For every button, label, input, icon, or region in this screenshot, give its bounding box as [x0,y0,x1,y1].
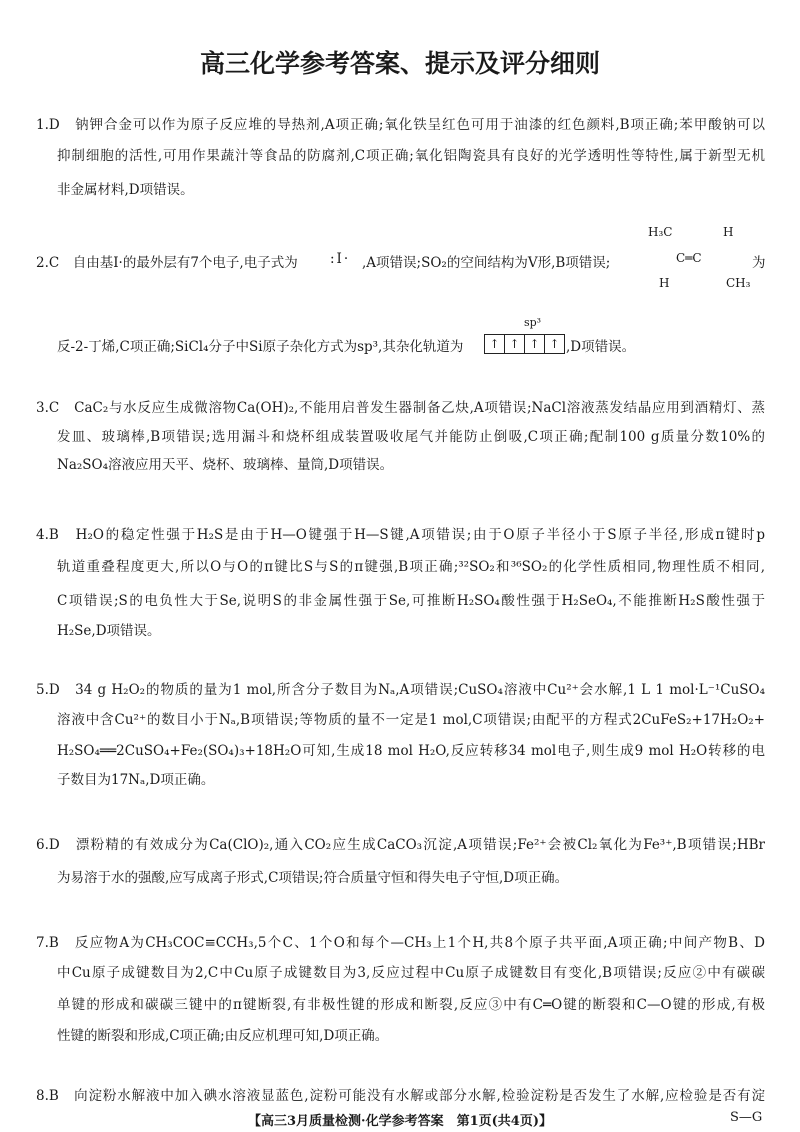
q7-line: 7.B 反应物A为CH₃COC≡CCH₃,5个C、1个O和每个—CH₃上1个H,共8个原子共平面,A项正确;中间产物B、D [36,935,765,951]
structure-label: H₃C [648,225,673,239]
structure-label: CH₃ [726,276,751,290]
sp3-label: sp³ [524,316,542,329]
up-arrow-icon: ↑ [504,335,524,353]
q1-line: 抑制细胞的活性,可用作果蔬汁等食品的防腐剂,C项正确;氧化铝陶瓷具有良好的光学透明性等特性,属于新型无机 [57,148,765,164]
up-arrow-icon: ↑ [544,335,564,353]
structure-label: H [723,225,734,239]
orbital-diagram [484,334,565,354]
q5-line: H₂SO₄══2CuSO₄+Fe₂(SO₄)₃+18H₂O可知,生成18 mol H₂O,反应转移34 mol电子,则生成9 mol H₂O转移的电 [57,743,765,759]
q7-line: 单键的形成和碳碳三键中的π键断裂,有非极性键的形成和断裂,反应③中有C═O键的断裂和C—O键的形成,有极 [57,997,765,1013]
q7-line: 中Cu原子成键数目为2,C中Cu原子成键数目为3,反应过程中Cu原子成键数目有变化,B项错误;反应②中有碳碳 [57,965,765,981]
q2-text: 2.C 自由基I·的最外层有7个电子,电子式为 [36,255,298,271]
q2-text: 反-2-丁烯,C项正确;SiCl₄分子中Si原子杂化方式为sp³,其杂化轨道为 [57,339,464,355]
electron-formula: :I· [330,251,351,267]
q1-line: 非金属材料,D项错误。 [57,182,194,198]
q3-line: 3.C CaC₂与水反应生成微溶物Ca(OH)₂,不能用启普发生器制备乙炔,A项错误;NaCl溶液蒸发结晶应用到酒精灯、蒸 [36,400,765,416]
q7-line: 性键的断裂和形成,C项正确;由反应机理可知,D项正确。 [57,1028,389,1044]
q4-line: C项错误;S的电负性大于Se,说明S的非金属性强于Se,可推断H₂SO₄酸性强于H₂SeO₄,不能推断H₂S酸性强于 [57,593,765,609]
page-footer: 【高三3月质量检测·化学参考答案 第1页(共4页)】 [248,1114,552,1129]
q4-line: 4.B H₂O的稳定性强于H₂S是由于H—O键强于H—S键,A项错误;由于O原子半径小于S原子半径,形成π键时p [36,527,765,543]
q4-line: 轨道重叠程度更大,所以O与O的π键比S与S的π键强,B项正确;³²SO₂和³⁶SO₂的化学性质相同,物理性质不相同, [57,559,765,575]
page-title: 高三化学参考答案、提示及评分细则 [199,49,600,78]
q5-line: 5.D 34 g H₂O₂的物质的量为1 mol,所含分子数目为Nₐ,A项错误;CuSO₄溶液中Cu²⁺会水解,1 L 1 mol·L⁻¹CuSO₄ [36,682,765,698]
q4-line: H₂Se,D项错误。 [57,623,161,639]
q3-line: 发皿、玻璃棒,B项错误;选用漏斗和烧杯组成装置吸收尾气并能防止倒吸,C项正确;配制100 g质量分数10%的 [57,429,765,445]
q5-line: 子数目为17Nₐ,D项正确。 [57,772,215,788]
footer-code: S—G [730,1110,763,1125]
structure-bond: C═C [676,251,702,265]
q2-text: ,A项错误;SO₂的空间结构为V形,B项错误; [362,255,611,271]
q5-line: 溶液中含Cu²⁺的数目小于Nₐ,B项错误;等物质的量不一定是1 mol,C项错误;由配平的方程式2CuFeS₂+17H₂O₂+ [57,712,765,728]
q6-line: 6.D 漂粉精的有效成分为Ca(ClO)₂,通入CO₂应生成CaCO₃沉淀,A项错误;Fe²⁺会被Cl₂氧化为Fe³⁺,B项错误;HBr [36,837,765,853]
q2-text: 为 [752,255,766,271]
q3-line: Na₂SO₄溶液应用天平、烧杯、玻璃棒、量筒,D项错误。 [57,457,394,473]
q1-line: 1.D 钠钾合金可以作为原子反应堆的导热剂,A项正确;氧化铁呈红色可用于油漆的红色颜料,B项正确;苯甲酸钠可以 [36,117,765,133]
q8-line: 8.B 向淀粉水解液中加入碘水溶液显蓝色,淀粉可能没有水解或部分水解,检验淀粉是否发生了水解,应检验是否有淀 [36,1088,765,1104]
up-arrow-icon: ↑ [489,337,500,351]
structure-label: H [659,276,670,290]
q6-line: 为易溶于水的强酸,应写成离子形式,C项错误;符合质量守恒和得失电子守恒,D项正确。 [57,870,569,886]
q2-text: ,D项错误。 [566,339,636,355]
up-arrow-icon: ↑ [524,335,544,353]
